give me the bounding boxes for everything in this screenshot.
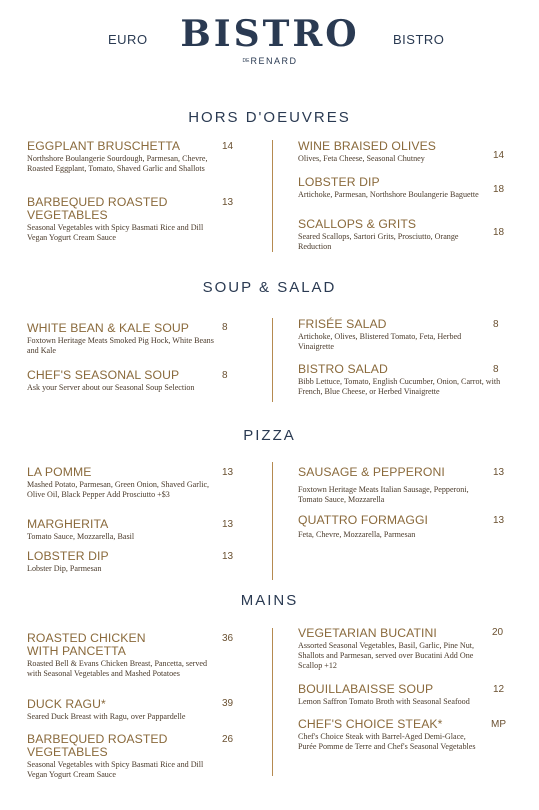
menu-item [298, 466, 483, 505]
item-name: CHEF'S CHOICE STEAK* [298, 717, 443, 731]
item-price: 18 [493, 184, 505, 195]
item-description: Seared Duck Breast with Ragu, over Pappardelle [27, 712, 186, 721]
item-price: 13 [222, 467, 234, 478]
item-price: 13 [493, 515, 505, 526]
item-description: Mashed Potato, Parmesan, Green Onion, Shaved Garlic, Olive Oil, Black Pepper Add Prosciutto +$3 [27, 480, 210, 499]
section-title-hors-doeuvres: HORS D'OEUVRES [188, 109, 351, 126]
menu-item [298, 176, 483, 200]
item-description: Foxtown Heritage Meats Italian Sausage, Pepperoni, Tomato Sauce, Mozzarella [298, 485, 469, 504]
item-name: LOBSTER DIP [27, 549, 109, 563]
item-description: Artichoke, Parmesan, Northshore Boulangerie Baguette [298, 190, 479, 199]
menu-item [27, 140, 217, 174]
item-price: 26 [222, 734, 234, 745]
item-name: LOBSTER DIP [298, 175, 380, 189]
section-title-pizza: PIZZA [243, 427, 296, 444]
item-price: 18 [493, 227, 505, 238]
item-description: Bibb Lettuce, Tomato, English Cucumber, Onion, Carrot, with French, Blue Cheese, or Herbed Vinaigrette [298, 377, 501, 396]
logo-sub-name: RENARD [250, 56, 298, 66]
item-price: 13 [222, 551, 234, 562]
item-description: Chef's Choice Steak with Barrel-Aged Demi-Glace, Purée Pomme de Terre and Chef's Seasonal Vegetables [298, 732, 476, 751]
logo-title: BISTRO [180, 13, 360, 55]
item-name: WINE BRAISED OLIVES [298, 139, 437, 153]
item-description: Feta, Chevre, Mozzarella, Parmesan [298, 530, 416, 539]
item-description: Lemon Saffron Tomato Broth with Seasonal Seafood [298, 697, 470, 706]
item-name: SCALLOPS & GRITS [298, 217, 417, 231]
menu-item [27, 466, 217, 500]
menu-item [27, 733, 217, 780]
item-name: BARBEQUED ROASTED VEGETABLES [27, 732, 168, 759]
menu-item [298, 318, 483, 352]
menu-item [298, 718, 483, 752]
item-price: 8 [222, 370, 228, 381]
item-price: 8 [493, 364, 499, 375]
item-description: Lobster Dip, Parmesan [27, 564, 102, 573]
section-title-mains: MAINS [240, 592, 299, 609]
column-divider [272, 462, 273, 580]
column-divider [272, 318, 273, 402]
menu-item [27, 698, 217, 722]
item-price: 14 [493, 150, 505, 161]
item-description: Tomato Sauce, Mozzarella, Basil [27, 532, 135, 541]
column-divider [272, 628, 273, 776]
item-name: BISTRO SALAD [298, 362, 388, 376]
menu-item [298, 363, 503, 397]
item-description: Artichoke, Olives, Blistered Tomato, Feta, Herbed Vinaigrette [298, 332, 462, 351]
item-name: QUATTRO FORMAGGI [298, 513, 429, 527]
item-description: Olives, Feta Cheese, Seasonal Chutney [298, 154, 425, 163]
menu-item [298, 218, 483, 252]
item-description: Seasonal Vegetables with Spicy Basmati Rice and Dill Vegan Yogurt Cream Sauce [27, 760, 204, 779]
item-description: Seasonal Vegetables with Spicy Basmati Rice and Dill Vegan Yogurt Cream Sauce [27, 223, 204, 242]
item-name: SAUSAGE & PEPPERONI [298, 465, 445, 479]
item-price: 8 [493, 319, 499, 330]
item-description: Assorted Seasonal Vegetables, Basil, Garlic, Pine Nut, Shallots and Parmesan, served over Bucatini Add One Scallop +12 [298, 641, 475, 670]
item-description: Roasted Bell & Evans Chicken Breast, Pancetta, served with Seasonal Vegetables and Mashed Potatoes [27, 659, 208, 678]
item-name: BOUILLABAISSE SOUP [298, 682, 434, 696]
header-right-word: BISTRO [393, 32, 445, 47]
item-description: Foxtown Heritage Meats Smoked Pig Hock, White Beans and Kale [27, 336, 214, 355]
logo-subtitle [165, 56, 375, 66]
header-left-word: EURO [108, 32, 148, 47]
item-price: 13 [493, 467, 505, 478]
item-name: BARBEQUED ROASTED VEGETABLES [27, 195, 168, 222]
menu-item [298, 627, 483, 671]
menu-item [298, 514, 483, 540]
item-price: 13 [222, 197, 234, 208]
menu-item [27, 322, 217, 356]
item-name: WHITE BEAN & KALE SOUP [27, 321, 190, 335]
item-name: FRISÉE SALAD [298, 317, 387, 331]
item-description: Seared Scallops, Sartori Grits, Prosciutto, Orange Reduction [298, 232, 459, 251]
item-name: EGGPLANT BRUSCHETTA [27, 139, 181, 153]
item-name: MARGHERITA [27, 517, 109, 531]
menu-item [27, 369, 267, 393]
item-price: 12 [493, 684, 505, 695]
menu-item [27, 632, 217, 679]
item-description: Ask your Server about our Seasonal Soup Selection [27, 383, 195, 392]
menu-item [27, 518, 217, 542]
item-price: MP [491, 719, 506, 730]
item-name: CHEF'S SEASONAL SOUP [27, 368, 180, 382]
item-name: ROASTED CHICKEN WITH PANCETTA [27, 631, 146, 658]
menu-item [27, 196, 217, 243]
menu-header [0, 0, 539, 80]
menu-item [298, 140, 483, 164]
section-title-soup-salad: SOUP & SALAD [202, 279, 337, 296]
item-description: Northshore Boulangerie Sourdough, Parmesan, Chevre, Roasted Eggplant, Tomato, Shaved Garlic and Shallots [27, 154, 208, 173]
menu-item [27, 550, 217, 574]
item-price: 8 [222, 322, 228, 333]
item-price: 14 [222, 141, 234, 152]
item-price: 39 [222, 698, 234, 709]
column-divider [272, 140, 273, 252]
item-price: 20 [492, 627, 504, 638]
menu-item [298, 683, 498, 707]
item-name: VEGETARIAN BUCATINI [298, 626, 437, 640]
logo-sub-de: DE [242, 58, 250, 64]
item-price: 36 [222, 633, 234, 644]
item-price: 13 [222, 519, 234, 530]
item-name: DUCK RAGU* [27, 697, 106, 711]
item-name: LA POMME [27, 465, 92, 479]
